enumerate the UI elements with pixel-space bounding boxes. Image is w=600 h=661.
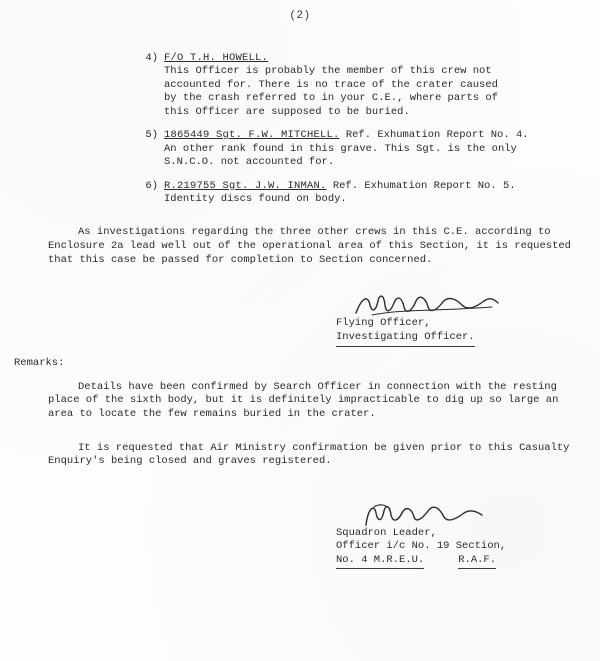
list-item: [132, 129, 600, 169]
signature-title: Officer i/c No. 19 Section,: [336, 540, 507, 553]
spacer: [0, 432, 600, 442]
item-number: 5): [145, 129, 158, 142]
spacer: [0, 479, 600, 497]
item-line: S.N.C.O. not accounted for.: [164, 156, 335, 169]
spacer: [0, 371, 600, 381]
item-number: 6): [145, 179, 158, 192]
signature-rank: Squadron Leader,: [336, 526, 437, 539]
list-item: [132, 52, 600, 119]
item-line: accounted for. There is no trace of the crater caused: [164, 78, 498, 91]
item-heading-rest: Ref. Exhumation Report No. 5.: [326, 179, 516, 192]
item-body: [164, 52, 600, 119]
signature-title-text: Investigating Officer.: [336, 331, 475, 347]
handwritten-signature-icon: [336, 503, 600, 529]
item-line: An other rank found in this grave. This Sgt. is the only: [164, 142, 517, 155]
signature-unit-line: [336, 554, 600, 569]
spacer: [0, 277, 600, 287]
signature-block-investigating-officer: [0, 293, 600, 346]
signature-rank: Flying Officer,: [336, 317, 431, 330]
item-line: This Officer is probably the member of this crew not: [164, 65, 492, 78]
paragraph-details: Details have been confirmed by Search Officer in connection with the resting place of the sixth body, but it is definitely impracticable to dig up so large an area to locate the few remains buried in the crater.: [48, 380, 559, 420]
signature-block-squadron-leader: [0, 503, 600, 569]
item-heading: R.219755 Sgt. J.W. INMAN.: [164, 179, 327, 192]
list-item: [132, 180, 600, 207]
signature-service: R.A.F.: [458, 554, 496, 569]
handwritten-signature-icon: [336, 293, 600, 319]
item-heading: F/O T.H. HOWELL.: [164, 52, 269, 64]
paragraph-investigations: As investigations regarding the three other crews in this C.E. according to Enclosure 2a lead well out of the operational area of this Section, it is requested that this case be passed for completion to Section concerned.: [48, 226, 571, 266]
remarks-section: [0, 357, 600, 371]
item-body: [164, 129, 600, 169]
spacer: [0, 216, 600, 226]
remarks-label: Remarks:: [14, 356, 65, 369]
document-body: [0, 52, 600, 569]
item-number: 4): [145, 52, 158, 64]
item-line: this Officer are supposed to be buried.: [164, 105, 410, 118]
item-heading-rest: Ref. Exhumation Report No. 4.: [339, 129, 529, 142]
item-line: by the crash referred to in your C.E., where parts of: [164, 92, 498, 105]
item-heading: 1865449 Sgt. F.W. MITCHELL.: [164, 129, 340, 142]
signature-title: [336, 331, 600, 347]
item-body: [164, 180, 600, 207]
paragraph-request: It is requested that Air Ministry confirmation be given prior to this Casualty Enquiry's being closed and graves registered.: [48, 441, 570, 468]
item-line: Identity discs found on body.: [164, 192, 347, 205]
signature-unit: No. 4 M.R.E.U.: [336, 554, 424, 569]
page-number: (2): [289, 10, 311, 22]
